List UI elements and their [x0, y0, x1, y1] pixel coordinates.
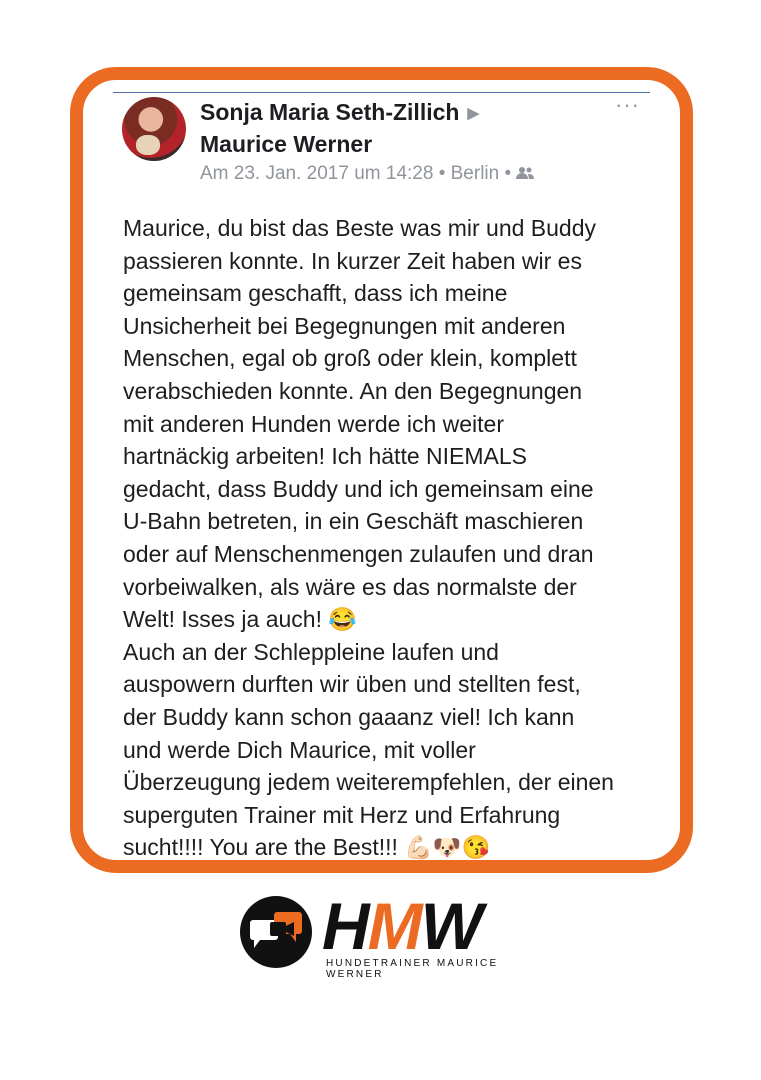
- logo-m: M: [367, 889, 421, 963]
- chat-camera-logo-icon: [240, 896, 312, 968]
- logo-w: W: [420, 889, 481, 963]
- post-text-line: hartnäckig arbeiten! Ich hätte NIEMALS: [123, 443, 527, 470]
- author-link[interactable]: Sonja Maria Seth-Zillich: [200, 99, 460, 125]
- post-text-line: passieren konnte. In kurzer Zeit haben wir es: [123, 247, 582, 274]
- friends-icon: [516, 166, 534, 180]
- post-text-line: vorbeiwalken, als wäre es das normalste der: [123, 573, 577, 600]
- hmw-logo: [240, 889, 540, 980]
- post-text-line: und werde Dich Maurice, mit voller: [123, 736, 476, 763]
- post-text-line: U-Bahn betreten, in ein Geschäft maschieren: [123, 508, 584, 535]
- post-text-line: Unsicherheit bei Begegnungen mit anderen: [123, 312, 566, 339]
- post-text-line: Überzeugung jedem weiterempfehlen, der einen: [123, 769, 614, 796]
- logo-tagline: HUNDETRAINER MAURICE WERNER: [326, 958, 499, 980]
- post-text-line: mit anderen Hunden werde ich weiter: [123, 410, 504, 437]
- logo-h: H: [322, 889, 368, 963]
- post-text: [123, 212, 614, 864]
- post-timestamp[interactable]: Am 23. Jan. 2017 um 14:28 • Berlin •: [200, 163, 512, 184]
- post-text-line: verabschieden konnte. An den Begegnungen: [123, 377, 583, 404]
- post-header: [200, 97, 479, 159]
- post-text-line: auspowern durften wir üben und stellten fest,: [123, 671, 581, 698]
- divider: [113, 92, 650, 93]
- post-text-line: der Buddy kann schon gaaanz viel! Ich kann: [123, 703, 575, 730]
- post-text-line: oder auf Menschenmengen zulaufen und dran: [123, 540, 594, 567]
- post-text-line: Menschen, egal ob groß oder klein, komplett: [123, 345, 577, 372]
- avatar[interactable]: [122, 97, 186, 161]
- post-card: [70, 67, 693, 873]
- post-text-line: gemeinsam geschafft, dass ich meine: [123, 280, 508, 307]
- post-text-line: gedacht, dass Buddy und ich gemeinsam eine: [123, 475, 594, 502]
- post-text-line: Welt! Isses ja auch! 😂: [123, 606, 358, 633]
- dog-photo: [136, 135, 160, 155]
- arrow-right-icon: ▶: [467, 104, 479, 122]
- post-text-line: Auch an der Schleppleine laufen und: [123, 638, 499, 665]
- post-meta: [200, 163, 534, 185]
- recipient-link[interactable]: Maurice Werner: [200, 130, 373, 157]
- post-text-line: Maurice, du bist das Beste was mir und Buddy: [123, 215, 597, 241]
- logo-wordmark: [322, 890, 481, 962]
- post-text-line: sucht!!!! You are the Best!!! 💪🏻🐶😘: [123, 834, 491, 861]
- more-options-icon[interactable]: ···: [615, 92, 640, 117]
- post-text-line: superguten Trainer mit Herz und Erfahrung: [123, 801, 561, 828]
